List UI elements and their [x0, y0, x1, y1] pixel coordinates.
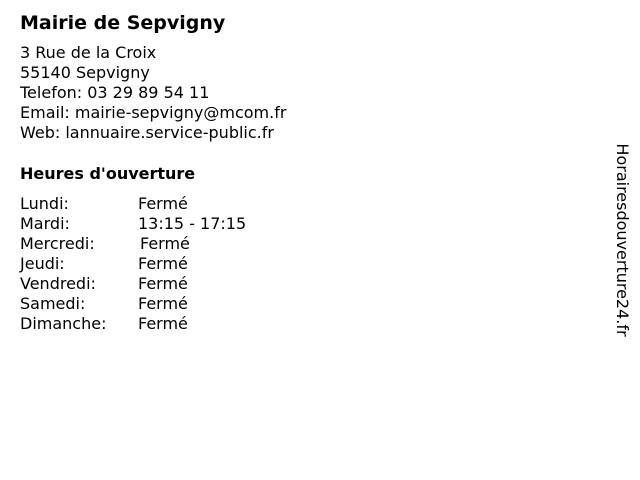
hours-row-saturday: [20, 294, 320, 314]
day-hours: Fermé: [138, 314, 188, 333]
day-label: Samedi:: [20, 294, 86, 313]
day-label: Jeudi:: [20, 254, 65, 273]
email-line: Email: mairie-sepvigny@mcom.fr: [20, 103, 287, 122]
day-label: Mardi:: [20, 214, 70, 233]
day-hours: Fermé: [138, 274, 188, 293]
site-watermark: Horairesdouverture24.fr: [613, 143, 632, 337]
hours-heading: Heures d'ouverture: [20, 164, 196, 183]
day-hours: Fermé: [140, 234, 190, 253]
day-label: Dimanche:: [20, 314, 107, 333]
day-label: Vendredi:: [20, 274, 96, 293]
day-hours: Fermé: [138, 294, 188, 313]
address-city: 55140 Sepvigny: [20, 63, 150, 82]
day-label: Mercredi:: [20, 234, 95, 253]
address-street: 3 Rue de la Croix: [20, 43, 157, 62]
hours-row-wednesday: [20, 234, 320, 254]
opening-hours-table: [20, 194, 320, 334]
phone-line: Telefon: 03 29 89 54 11: [20, 83, 210, 102]
hours-row-thursday: [20, 254, 320, 274]
address-block: [20, 43, 286, 143]
page-title: Mairie de Sepvigny: [20, 12, 226, 34]
hours-row-monday: [20, 194, 320, 214]
web-line: Web: lannuaire.service-public.fr: [20, 123, 274, 142]
hours-row-friday: [20, 274, 320, 294]
hours-row-tuesday: [20, 214, 320, 234]
day-hours: 13:15 - 17:15: [138, 214, 247, 233]
hours-row-sunday: [20, 314, 320, 334]
day-label: Lundi:: [20, 194, 69, 213]
day-hours: Fermé: [138, 194, 188, 213]
day-hours: Fermé: [138, 254, 188, 273]
